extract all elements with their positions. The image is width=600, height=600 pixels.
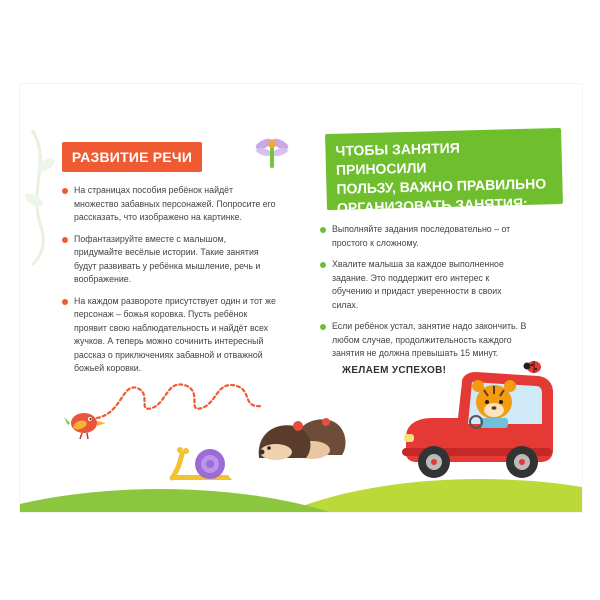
bullet-icon bbox=[320, 324, 326, 330]
bullet-icon bbox=[62, 188, 68, 194]
closing-wish: ЖЕЛАЕМ УСПЕХОВ! bbox=[342, 365, 447, 376]
list-item: На каждом развороте присутствует один и тот же персонаж – божья коровка. Пусть ребёнок проявит свою наблюдательность и найдёт всех жучков. А теперь можно сочинить интересный рассказ о приключениях забавной и отважной божьей коровки. bbox=[62, 295, 277, 376]
list-item: Хвалите малыша за каждое выполненное задание. Это поддержит его интерес к обучению и придаст уверенности в своих силах. bbox=[320, 258, 530, 312]
dotted-path-decoration bbox=[92, 368, 272, 428]
dragonfly-icon bbox=[254, 134, 290, 174]
list-item: На страницах пособия ребёнок найдёт множество забавных персонажей. Попросите его рассказать, что изображено на картинке. bbox=[62, 184, 277, 225]
leaf-decoration-icon bbox=[22, 120, 62, 270]
bullet-icon bbox=[62, 299, 68, 305]
hedgehog-icon bbox=[254, 410, 349, 465]
car-icon bbox=[398, 362, 558, 482]
bullet-icon bbox=[320, 227, 326, 233]
bullet-icon bbox=[320, 262, 326, 268]
title-speech-development: РАЗВИТИЕ РЕЧИ bbox=[62, 142, 202, 172]
bullet-icon bbox=[62, 237, 68, 243]
list-item: Если ребёнок устал, занятие надо закончить. В любом случае, продолжительность каждого занятия не должна превышать 15 минут. bbox=[320, 320, 530, 361]
bird-icon bbox=[64, 405, 110, 441]
title-organize-lessons: ЧТОБЫ ЗАНЯТИЯ ПРИНОСИЛИ ПОЛЬЗУ, ВАЖНО ПРАВИЛЬНО ОРГАНИЗОВАТЬ ЗАНЯТИЯ: bbox=[325, 128, 563, 210]
snail-icon bbox=[168, 444, 238, 484]
left-paragraph-list bbox=[62, 184, 277, 384]
list-item: Выполняйте задания последовательно – от простого к сложному. bbox=[320, 223, 530, 250]
list-item: Пофантазируйте вместе с малышом, придумайте весёлые истории. Такие занятия будут развивать у ребёнка мышление, речь и воображение. bbox=[62, 233, 277, 287]
right-paragraph-list bbox=[320, 223, 530, 369]
